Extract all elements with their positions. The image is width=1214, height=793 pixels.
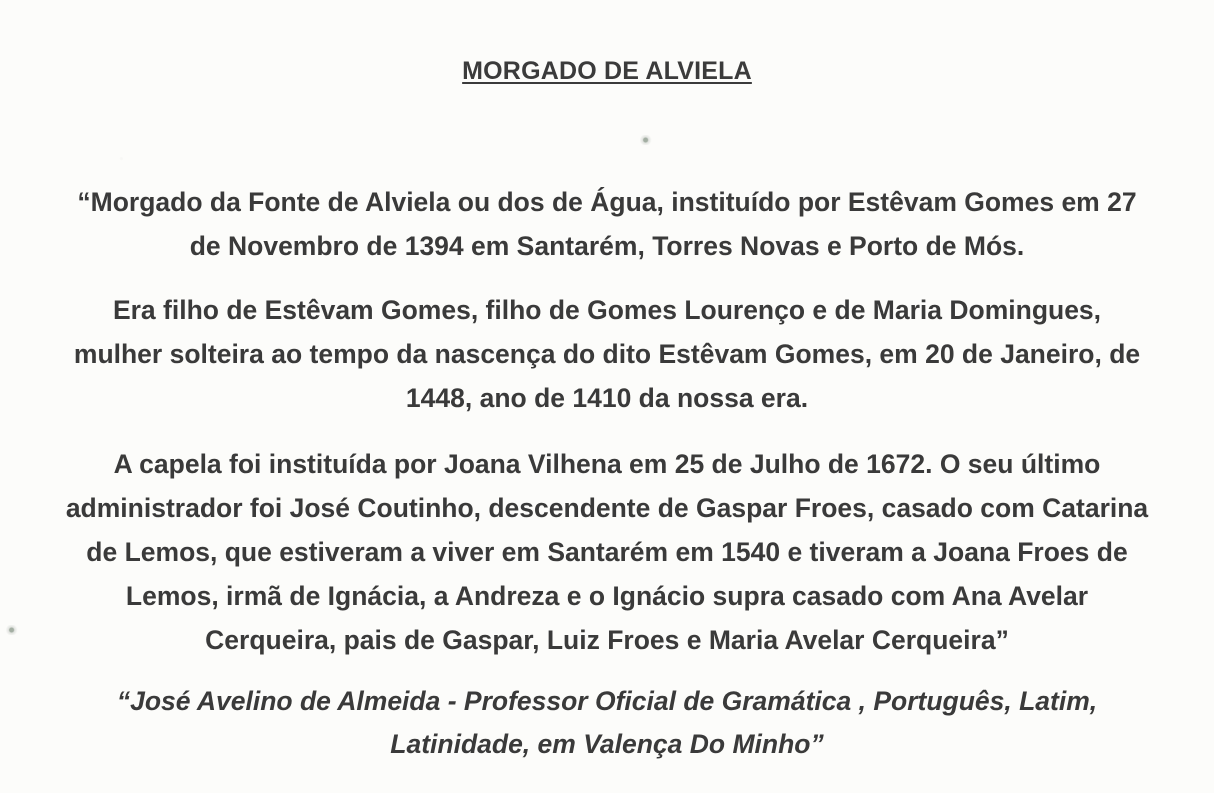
paragraph-line: Cerqueira, pais de Gaspar, Luiz Froes e Maria Avelar Cerqueira” <box>205 625 1009 655</box>
paragraph-chapel <box>8 442 1206 662</box>
paragraph-line: administrador foi José Coutinho, descendente de Gaspar Froes, casado com Catarina <box>65 493 1149 523</box>
paragraph-lineage <box>8 288 1206 420</box>
paragraph-line: “Morgado da Fonte de Alviela ou dos de Água, instituído por Estêvam Gomes em 27 <box>77 187 1137 217</box>
paragraph-line: 1448, ano de 1410 da nossa era. <box>405 383 809 413</box>
paragraph-line: A capela foi instituída por Joana Vilhena em 25 de Julho de 1672. O seu último <box>113 449 1101 479</box>
source-citation <box>8 680 1206 766</box>
document-title <box>0 57 1214 86</box>
document-title-text: MORGADO DE ALVIELA <box>462 57 752 85</box>
paragraph-line: Era filho de Estêvam Gomes, filho de Gomes Lourenço e de Maria Domingues, <box>112 295 1102 325</box>
paragraph-line: Lemos, irmã de Ignácia, a Andreza e o Ignácio supra casado com Ana Avelar <box>125 581 1089 611</box>
paragraph-line: mulher solteira ao tempo da nascença do dito Estêvam Gomes, em 20 de Janeiro, de <box>73 339 1141 369</box>
paragraph-line: de Lemos, que estiveram a viver em Santarém em 1540 e tiveram a Joana Froes de <box>86 537 1128 567</box>
paragraph-morgado-origin <box>8 180 1206 268</box>
citation-line: Latinidade, em Valença Do Minho” <box>390 729 824 759</box>
paragraph-line: de Novembro de 1394 em Santarém, Torres Novas e Porto de Mós. <box>189 231 1025 261</box>
citation-line: “José Avelino de Almeida - Professor Oficial de Gramática , Português, Latim, <box>116 686 1098 716</box>
paper-speck <box>640 135 654 145</box>
